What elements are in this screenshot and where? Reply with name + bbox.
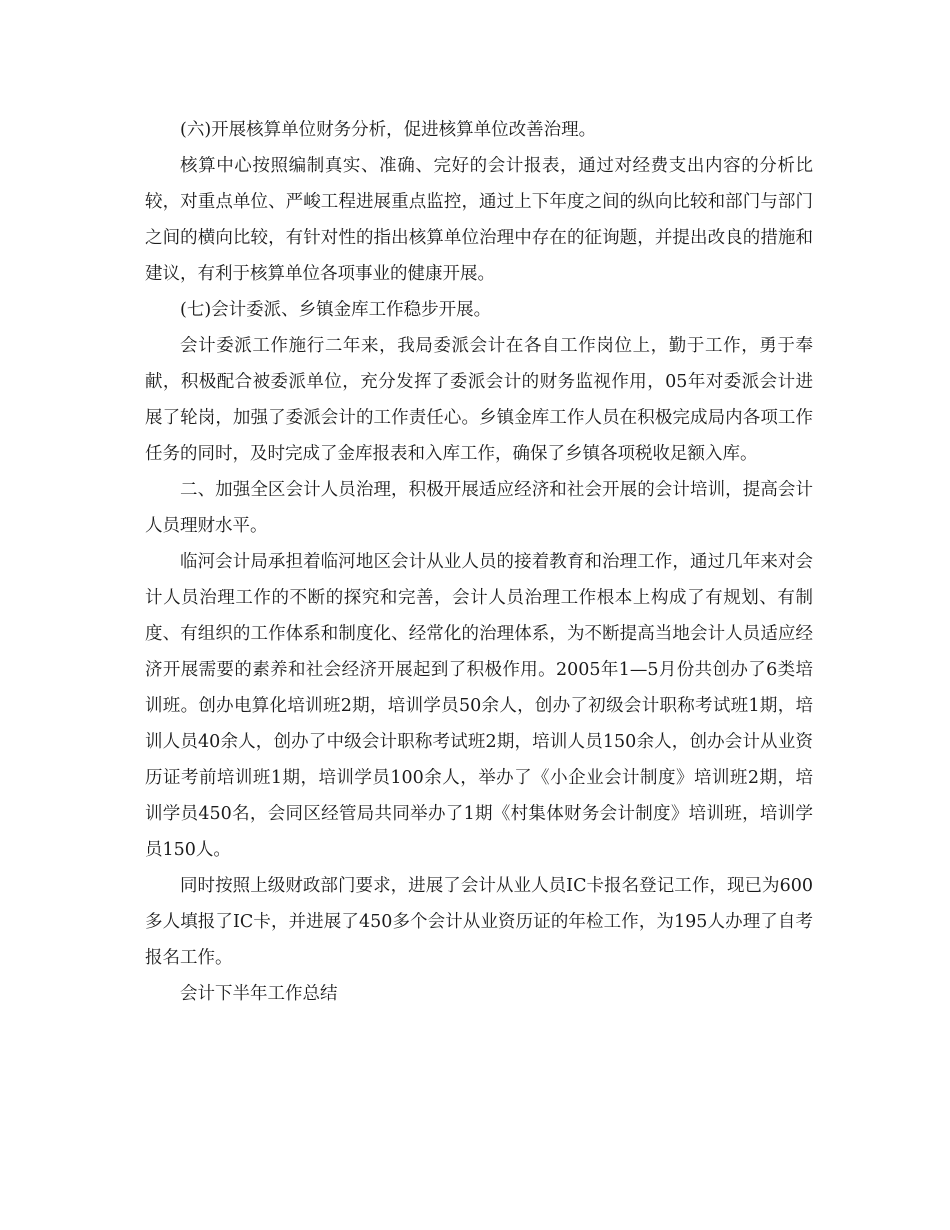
- document-body: [145, 112, 813, 1012]
- paragraph-training: 临河会计局承担着临河地区会计从业人员的接着教育和治理工作，通过几年来对会计人员治理工作的不断的探究和完善，会计人员治理工作根本上构成了有规划、有制度、有组织的工作体系和制度化、经常化的治理体系，为不断提高当地会计人员适应经济开展需要的素养和社会经济开展起到了积极作用。2005年1—5月份共创办了6类培训班。创办电算化培训班2期，培训学员50余人，创办了初级会计职称考试班1期，培训人员40余人，创办了中级会计职称考试班2期，培训人员150余人，创办会计从业资历证考前培训班1期，培训学员100余人，举办了《小企业会计制度》培训班2期，培训学员450名，会同区经管局共同举办了1期《村集体财务会计制度》培训班，培训学员150人。: [145, 552, 813, 860]
- paragraph-accounting-center: 核算中心按照编制真实、准确、完好的会计报表，通过对经费支出内容的分析比较，对重点单位、严峻工程进展重点监控，通过上下年度之间的纵向比较和部门与部门之间的横向比较，有针对性的指出核算单位治理中存在的征询题，并提出改良的措施和建议，有利于核算单位各项事业的健康开展。: [145, 156, 813, 284]
- paragraph-accountant-assignment: 会计委派工作施行二年来，我局委派会计在各自工作岗位上，勤于工作，勇于奉献，积极配合被委派单位，充分发挥了委派会计的财务监视作用，05年对委派会计进展了轮岗，加强了委派会计的工作责任心。乡镇金库工作人员在积极完成局内各项工作任务的同时，及时完成了金库报表和入库工作，确保了乡镇各项税收足额入库。: [145, 336, 813, 464]
- closing-title: 会计下半年工作总结: [180, 984, 338, 1004]
- paragraph-ic-card: 同时按照上级财政部门要求，进展了会计从业人员IC卡报名登记工作，现已为600多人填报了IC卡，并进展了450多个会计从业资历证的年检工作，为195人办理了自考报名工作。: [145, 876, 813, 968]
- section-heading-two: 二、加强全区会计人员治理，积极开展适应经济和社会开展的会计培训，提高会计人员理财水平。: [145, 480, 813, 536]
- section-heading-six: (六)开展核算单位财务分析，促进核算单位改善治理。: [180, 120, 597, 140]
- section-heading-seven: (七)会计委派、乡镇金库工作稳步开展。: [180, 300, 492, 320]
